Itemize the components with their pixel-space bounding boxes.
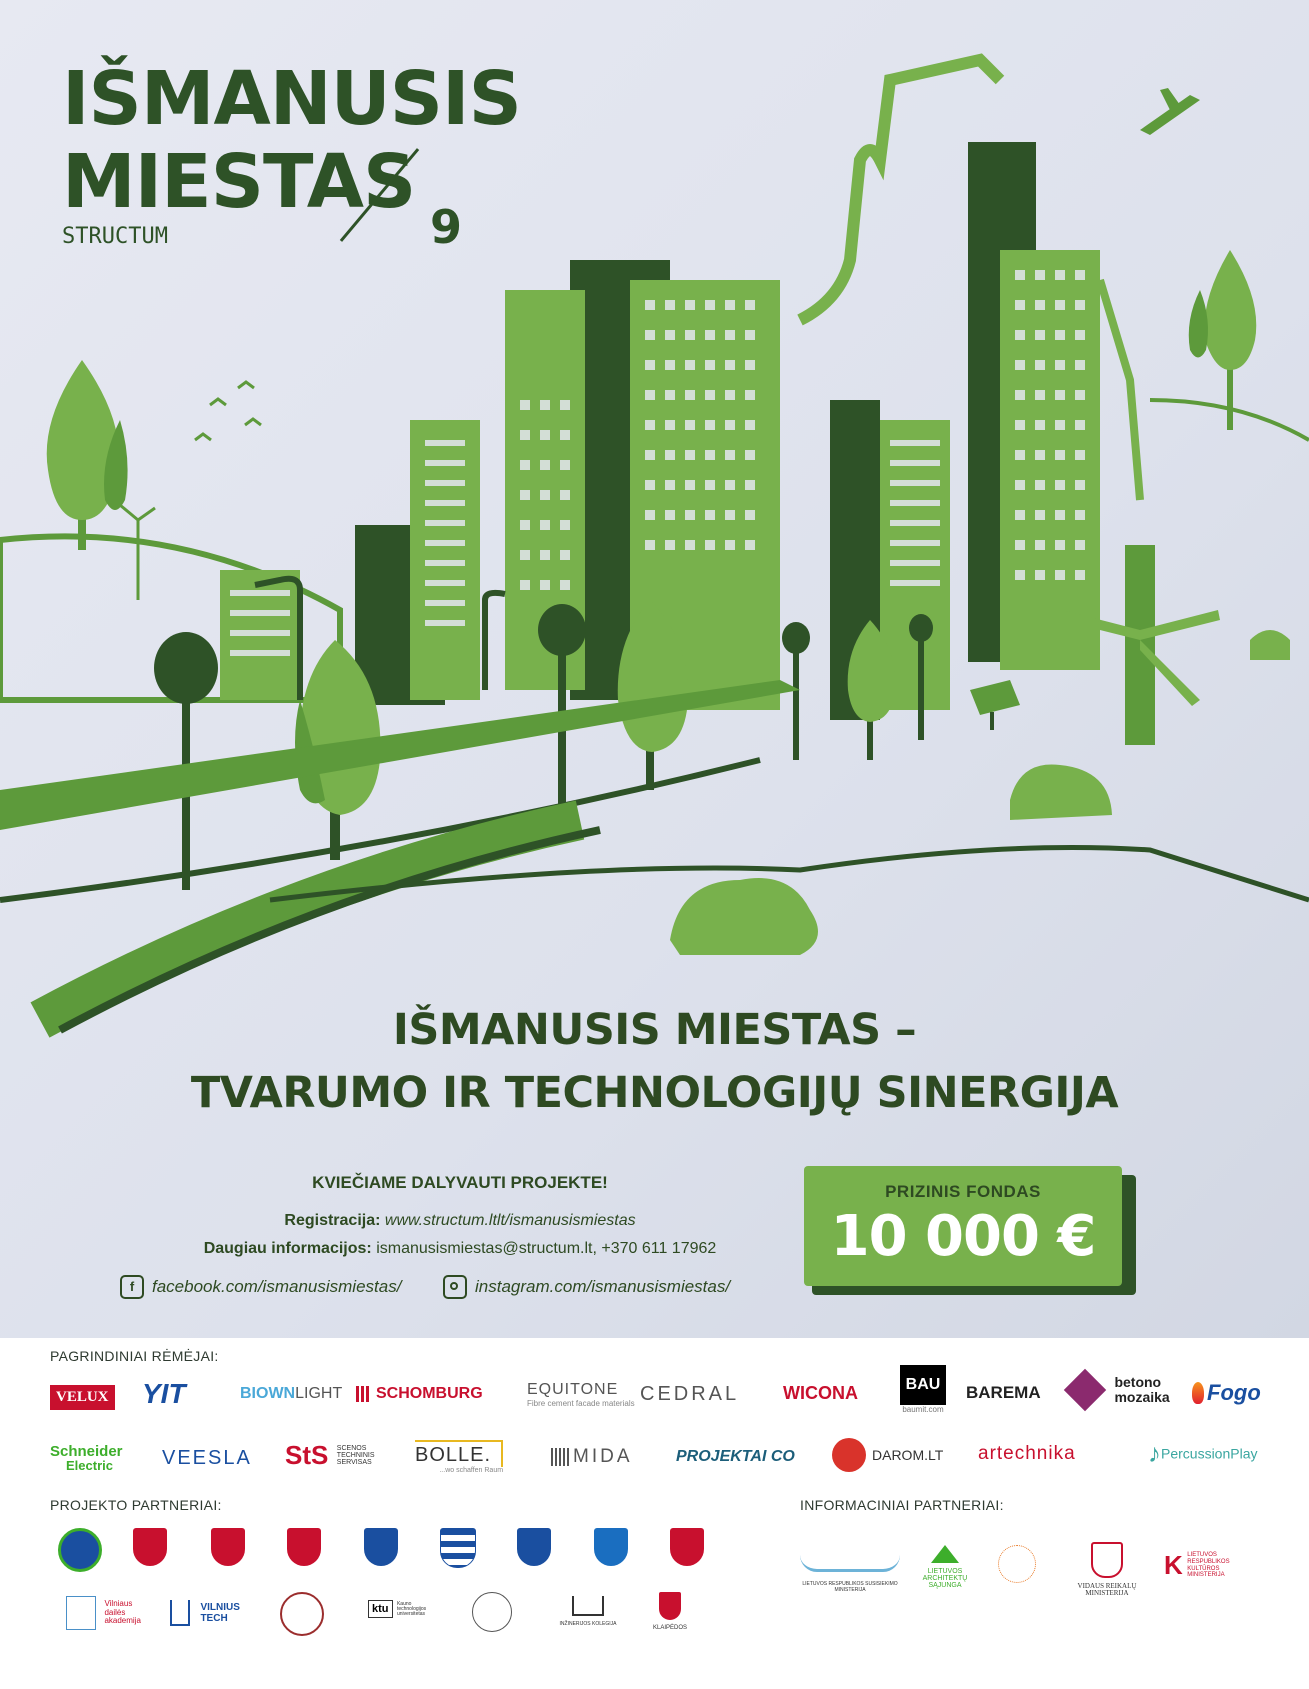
ministry-wave-icon [800,1555,900,1572]
instagram-link[interactable] [443,1275,730,1299]
coat-of-arms-4 [287,1528,321,1566]
percussion-text: PercussionPlay [1161,1445,1258,1462]
solar-panel [970,680,1020,730]
vilnius-tech-line-1: VILNIUS [200,1602,240,1613]
prize-amount: 10 000 € [830,1204,1096,1269]
coat-of-arms-2 [133,1528,167,1566]
biown-logo [240,1385,342,1403]
cedral-logo: CEDRAL [640,1383,740,1405]
ministry-transport-logo [795,1555,905,1593]
mida-text: MIDA [573,1446,633,1467]
birds [195,382,261,440]
velux-logo: VELUX [50,1385,115,1410]
mida-bars-icon [551,1448,569,1466]
betono-mozaika-logo [1070,1375,1170,1405]
darom-icon [832,1438,866,1472]
baumit-subtext: baumit.com [902,1405,944,1414]
sts-logo [285,1440,375,1471]
vrm-line-2: MINISTERIJA [1085,1589,1129,1598]
bolle-text: BOLLE. [415,1440,503,1467]
info-partners-heading: INFORMACINIAI PARTNERIAI: [800,1497,1004,1513]
vda-line-3: akademija [104,1616,141,1626]
mida-logo [551,1446,633,1468]
schomburg-mark-icon [356,1386,370,1402]
baumit-logo [900,1365,946,1414]
vda-line-1: Vilniaus [104,1598,133,1608]
sts-sub-3: SERVISAS [336,1459,372,1466]
betono-text: betono [1114,1374,1162,1391]
ktu-subtext: Kauno technologijos universitetas [396,1600,427,1617]
coat-of-arms-1 [58,1528,102,1572]
tree-left-tall [47,360,128,550]
vilnius-tech-logo [170,1600,240,1626]
schneider-electric-text: Electric [66,1458,113,1473]
las-line-3: SĄJUNGA [928,1582,962,1590]
seal-round [472,1592,512,1632]
percussion-play-logo [1148,1438,1258,1469]
bolle-logo [415,1440,503,1474]
prize-label: PRIZINIS FONDAS [885,1182,1041,1201]
facebook-icon: f [120,1275,144,1299]
prize-box [804,1166,1122,1286]
more-info-label: Daugiau informacijos: [203,1240,372,1257]
yit-logo: YIT [142,1378,186,1409]
facebook-link[interactable] [120,1275,401,1299]
registration-link[interactable]: www.structum.ltlt/ismanusismiestas [384,1212,636,1229]
barema-logo: BAREMA [966,1383,1041,1402]
partners-heading: PROJEKTO PARTNERIAI: [50,1497,222,1513]
artechnika-logo: artechnika [978,1443,1076,1464]
vilnius-tech-icon [170,1600,190,1626]
logo-brand: STRUCTUM [62,224,168,249]
projektai-co-logo: PROJEKTAI CO [676,1448,795,1465]
vilnius-tech-line-2: TECH [200,1613,228,1624]
registration-line [120,1212,800,1230]
klaipeda-text: KLAIPĖDOS [652,1625,687,1631]
music-note-icon: ♪ [1148,1438,1161,1468]
logo-line-1: IŠMANUSIS [62,56,521,142]
schneider-text: Schneider [50,1443,123,1460]
veesla-logo: VEESLA [162,1447,252,1469]
darom-text: DAROM.LT [872,1447,944,1463]
equitone-logo [527,1381,635,1408]
mozaika-text: mozaika [1114,1389,1170,1405]
kvk-text: INŽINERIJOS KOLEGIJA [559,1621,617,1627]
instagram-url: instagram.com/ismanusismiestas/ [475,1277,731,1296]
fogo-logo [1192,1380,1261,1406]
sponsors-heading: PAGRINDINIAI RĖMĖJAI: [50,1348,219,1364]
baumit-mark: BAU [900,1365,946,1405]
coat-of-arms-5 [364,1528,398,1566]
ministry-text: LIETUVOS RESPUBLIKOS SUSISIEKIMO MINISTERIJA [802,1581,898,1593]
las-mountain-icon [931,1545,959,1563]
ktu-text: ktu [368,1600,393,1618]
fogo-text: Fogo [1207,1380,1261,1405]
invite-text: KVIEČIAME DALYVAUTI PROJEKTE! [312,1173,608,1192]
coat-of-arms-8 [594,1528,628,1566]
las-logo [920,1545,970,1590]
more-info-contact[interactable]: ismanusismiestas@structum.lt, +370 611 17962 [376,1240,717,1257]
las-line-2: ARCHITEKTŲ [922,1575,968,1583]
vrm-crest-icon [1091,1542,1123,1578]
schomburg-text: SCHOMBURG [376,1385,483,1402]
wicona-logo: WICONA [783,1383,858,1403]
sts-sub-2: TECHNINIS [336,1452,375,1459]
coat-of-arms-7 [517,1528,551,1566]
equitone-subtext: Fibre cement facade materials [527,1399,635,1408]
headline-line-1: IŠMANUSIS MIESTAS – [392,1005,917,1055]
schomburg-logo [356,1385,483,1403]
vda-icon [66,1596,96,1630]
instagram-icon [443,1275,467,1299]
registration-label: Registracija: [284,1212,381,1229]
bolle-subtext: ...wo schaffen Raum [439,1467,504,1474]
vda-logo [66,1596,141,1630]
coat-of-arms-9 [670,1528,704,1566]
vda-line-2: dailės [104,1607,126,1617]
facebook-url: facebook.com/ismanusismiestas/ [152,1277,402,1296]
university-seal [280,1592,324,1636]
coat-of-arms-3 [211,1528,245,1566]
more-info-line [120,1240,800,1258]
kvk-book-icon [572,1596,604,1616]
logo-edition-number: 9 [430,200,463,254]
vrm-line-1: VIDAUS REIKALŲ [1077,1581,1137,1590]
flame-icon [1192,1382,1204,1404]
km-k-icon: K [1164,1550,1183,1580]
sts-text: StS [285,1440,329,1470]
seal-orange [998,1545,1036,1583]
coat-of-arms-6 [440,1528,476,1568]
darom-logo [832,1438,943,1472]
wind-turbine-left [120,505,155,600]
biown-light-text: LIGHT [295,1385,343,1402]
klaipeda-crest-icon [659,1592,681,1620]
sts-sub-1: SCENOS [336,1445,367,1452]
headline-line-2: TVARUMO IR TECHNOLOGIJŲ SINERGIJA [190,1068,1119,1118]
schneider-logo [50,1444,123,1472]
las-line-1: LIETUVOS [927,1567,963,1575]
green-pipe-right [1100,280,1140,500]
logo-line-2: MIESTAS [62,139,416,225]
km-text: LIETUVOS RESPUBLIKOS KULTŪROS MINISTERIJA [1187,1552,1230,1579]
klaipeda-logo [648,1592,692,1631]
equitone-text: EQUITONE [527,1381,619,1398]
ktu-logo [368,1600,441,1618]
kvk-logo [552,1596,624,1627]
betono-mozaika-icon [1064,1369,1106,1411]
vrm-logo [1072,1542,1142,1598]
km-logo [1164,1550,1247,1581]
biown-text: BIOWN [240,1385,296,1402]
airplane [1140,88,1200,135]
